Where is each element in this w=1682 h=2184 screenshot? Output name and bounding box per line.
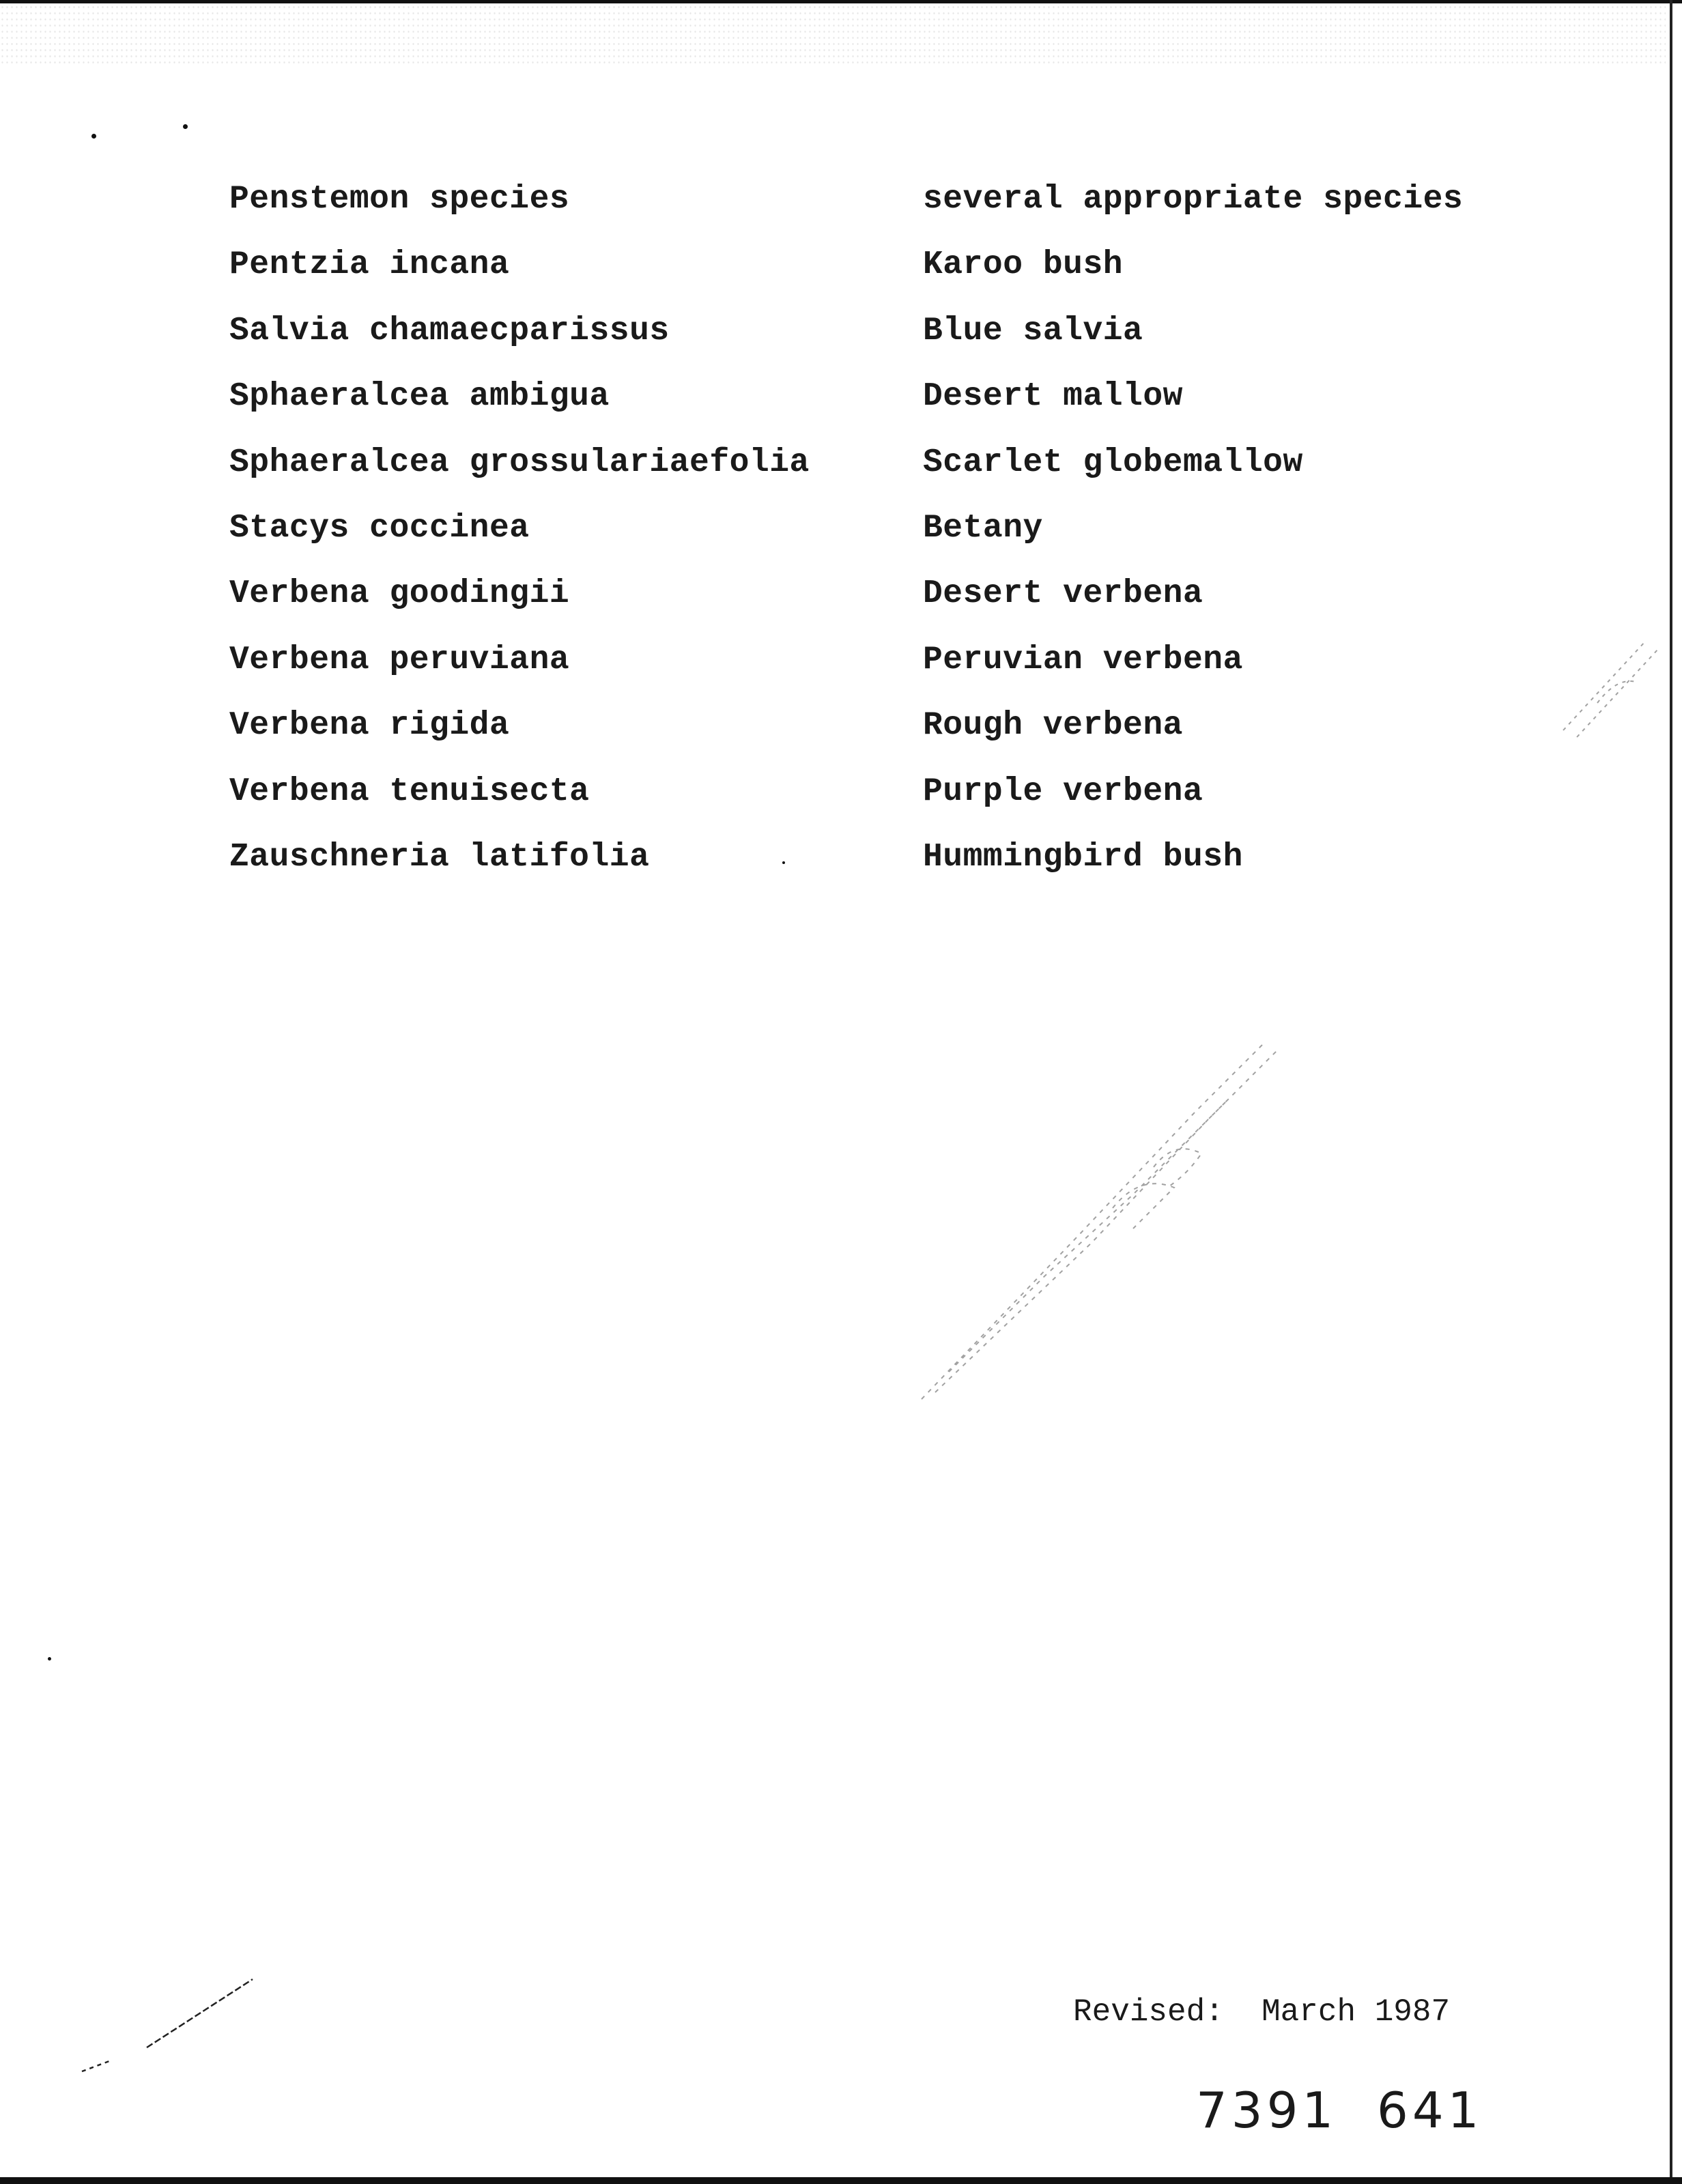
common-name: Karoo bush bbox=[923, 246, 1124, 284]
scientific-name: Verbena peruviana bbox=[229, 641, 570, 678]
scientific-name: Sphaeralcea ambigua bbox=[229, 378, 610, 416]
page-border-bottom bbox=[0, 2177, 1682, 2184]
common-name: Desert verbena bbox=[923, 575, 1203, 613]
common-name-column bbox=[923, 180, 1463, 904]
scan-smudge bbox=[1556, 628, 1666, 744]
common-name: Desert mallow bbox=[923, 378, 1183, 416]
scientific-name: Verbena goodingii bbox=[229, 575, 570, 613]
common-name: Scarlet globemallow bbox=[923, 444, 1303, 481]
common-name: Peruvian verbena bbox=[923, 641, 1243, 678]
document-number: 7391 641 bbox=[1196, 2082, 1483, 2139]
revised-label: Revised: bbox=[1073, 1994, 1224, 2030]
common-name: Blue salvia bbox=[923, 312, 1143, 349]
scientific-name: Pentzia incana bbox=[229, 246, 510, 284]
common-name: Purple verbena bbox=[923, 773, 1203, 810]
scan-speck bbox=[48, 1657, 51, 1661]
revision-note bbox=[1073, 1994, 1450, 2030]
scientific-name: Verbena rigida bbox=[229, 707, 510, 745]
scientific-name-column bbox=[229, 180, 810, 904]
page-border-top bbox=[0, 0, 1682, 3]
scan-smudge bbox=[908, 1031, 1290, 1413]
scientific-name: Salvia chamaecparissus bbox=[229, 312, 670, 349]
scientific-name: Zauschneria latifolia bbox=[229, 838, 650, 876]
scan-speck bbox=[91, 134, 96, 139]
scientific-name: Verbena tenuisecta bbox=[229, 773, 590, 810]
scientific-name: Sphaeralcea grossulariaefolia bbox=[229, 444, 810, 481]
scan-noise bbox=[0, 4, 1666, 66]
common-name: Betany bbox=[923, 509, 1043, 547]
scan-mark bbox=[68, 1966, 259, 2075]
common-name: Rough verbena bbox=[923, 707, 1183, 745]
scientific-name: Penstemon species bbox=[229, 181, 570, 218]
scientific-name: Stacys coccinea bbox=[229, 509, 530, 547]
page-border-right bbox=[1670, 0, 1672, 2184]
common-name: Hummingbird bush bbox=[923, 838, 1243, 876]
common-name: several appropriate species bbox=[923, 181, 1464, 218]
scan-speck bbox=[183, 124, 188, 129]
revised-date: March 1987 bbox=[1262, 1994, 1451, 2030]
